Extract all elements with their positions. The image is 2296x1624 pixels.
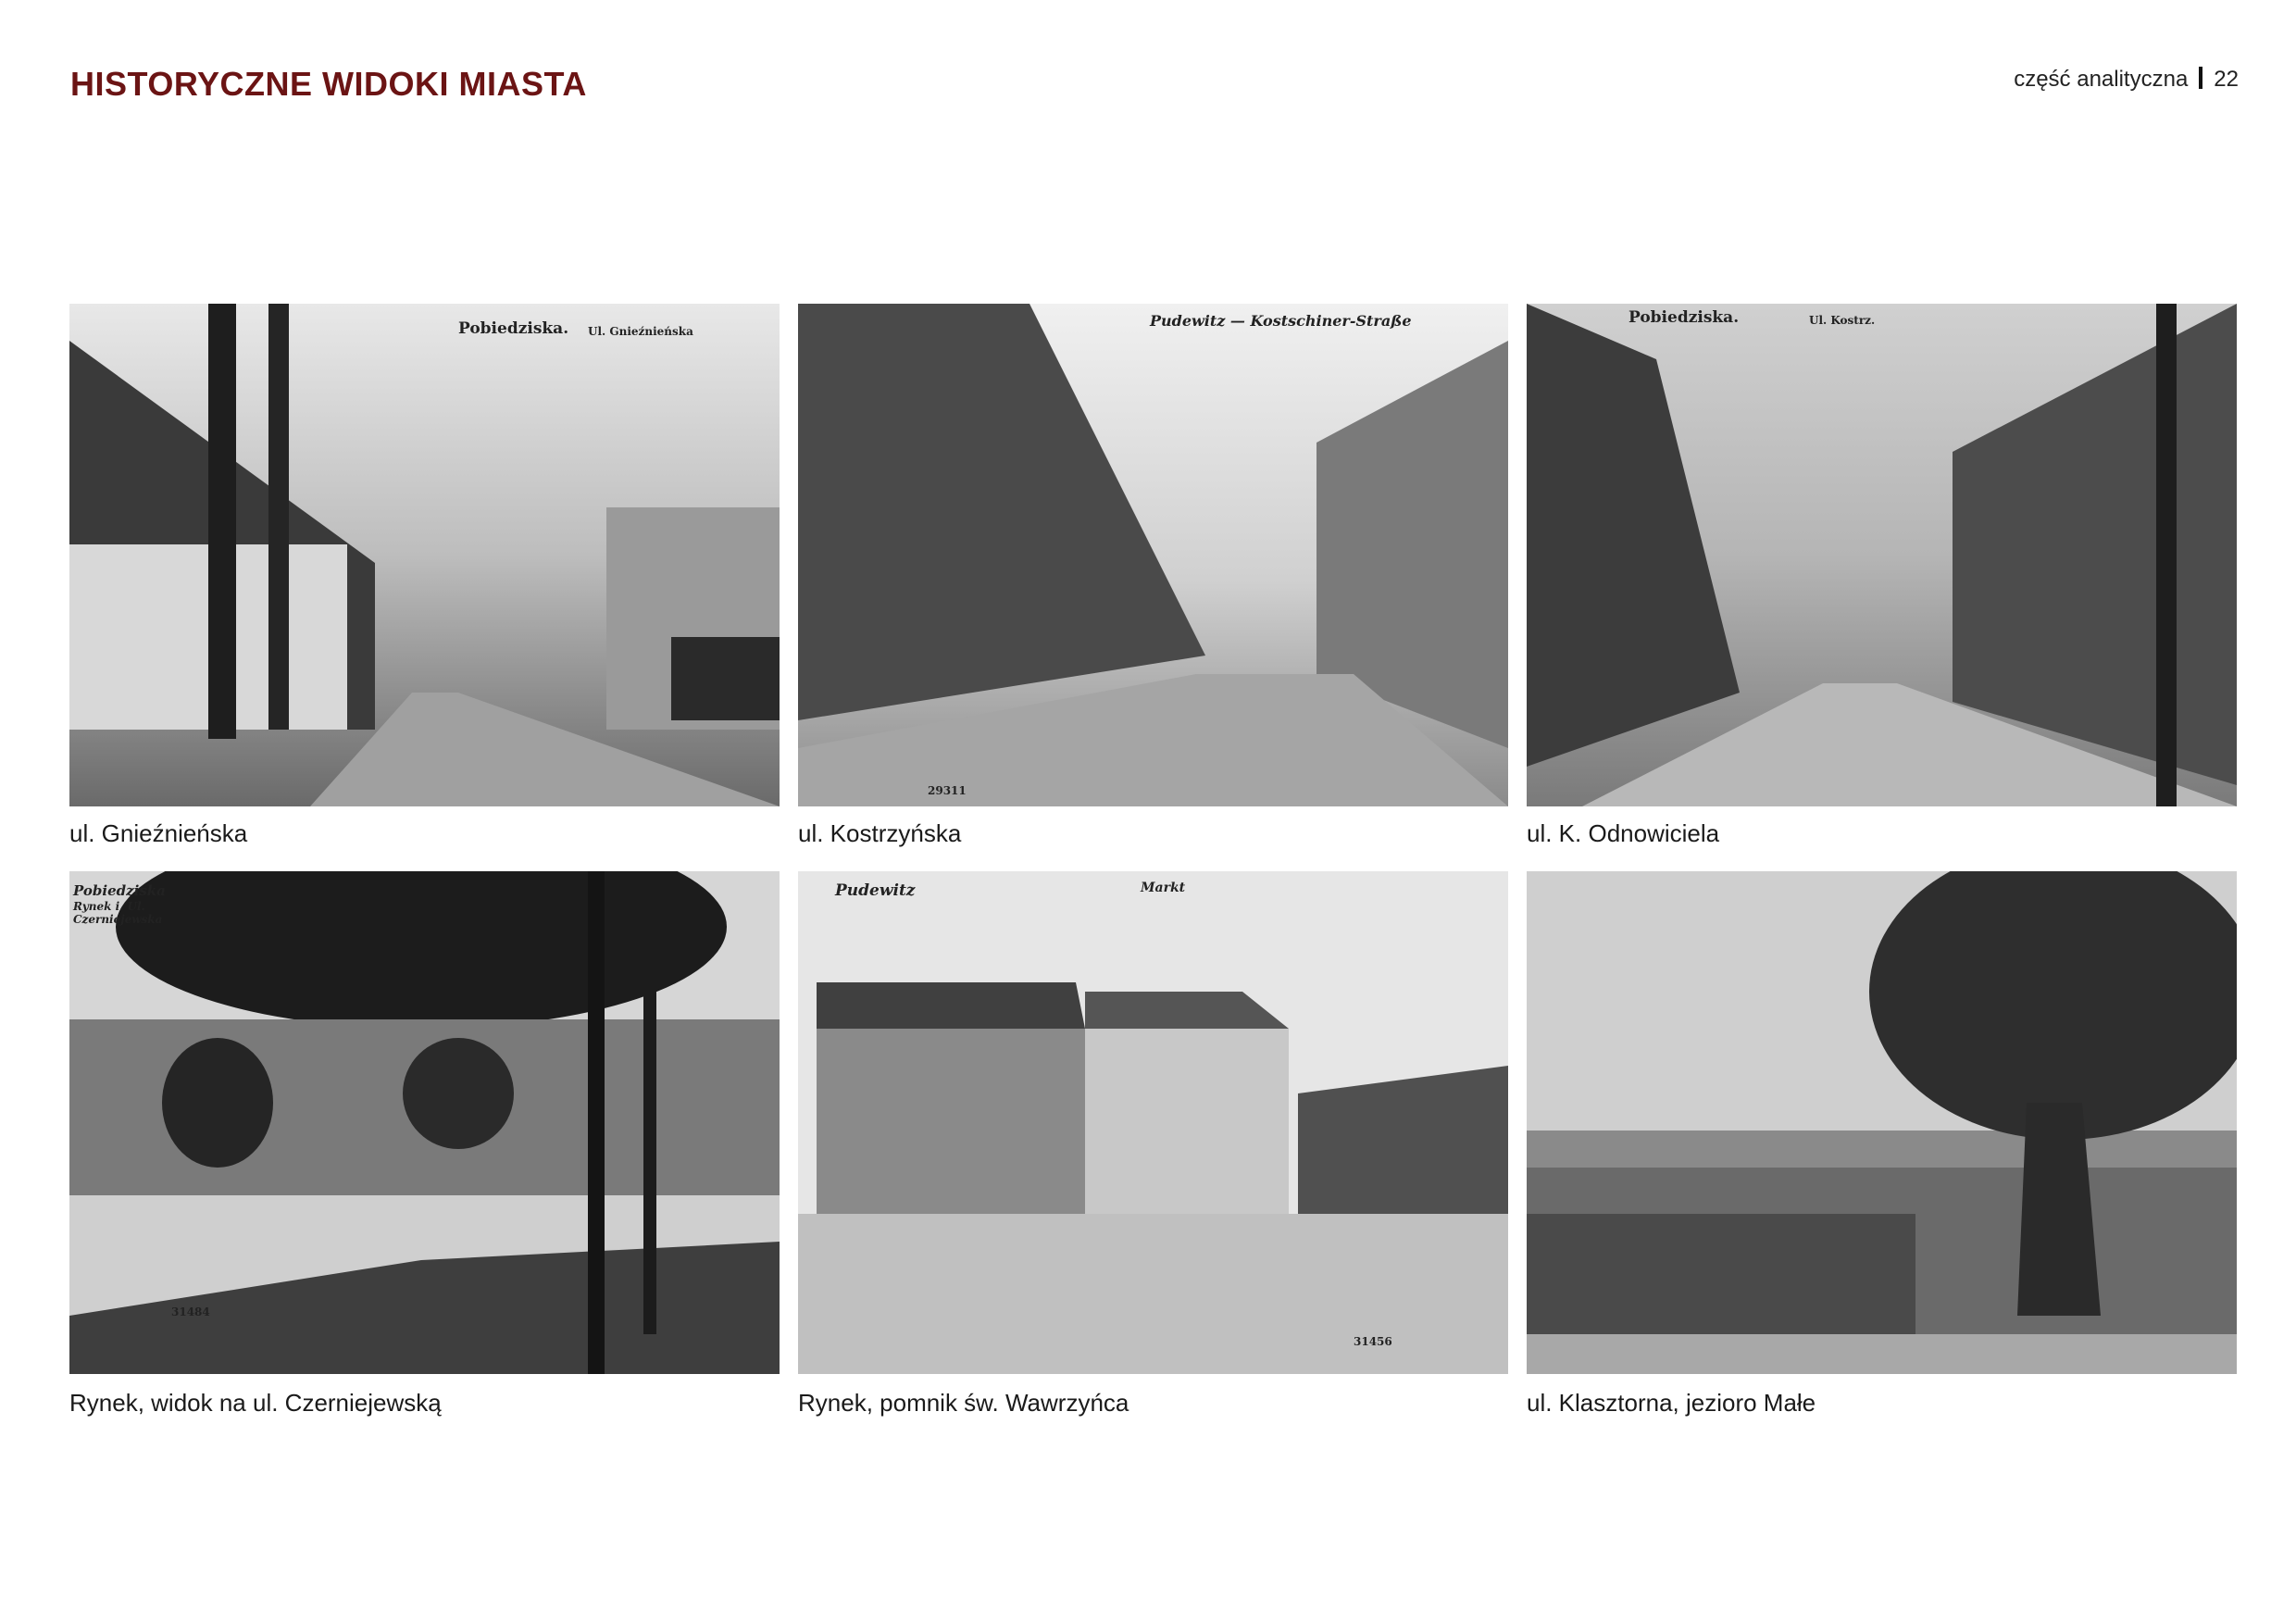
photo-caption: ul. Gnieźnieńska xyxy=(69,819,248,847)
postcard-number: 29311 xyxy=(928,784,967,797)
section-name: część analityczna xyxy=(2014,67,2189,92)
postcard-inscription: Ul. Kostrz. xyxy=(1809,314,1876,327)
section-label xyxy=(2014,67,2239,93)
postcard-inscription: Pudewitz xyxy=(835,881,916,900)
photo-caption: ul. K. Odnowiciela xyxy=(1527,819,1720,847)
divider xyxy=(2199,67,2202,89)
postcard-inscription: Pobiedziska. xyxy=(458,319,569,338)
historic-photo-klasztorna xyxy=(1527,871,2237,1374)
historic-photo-rynek-pomnik xyxy=(798,871,1508,1374)
photo-caption: ul. Kostrzyńska xyxy=(798,819,962,847)
photo-caption: Rynek, pomnik św. Wawrzyńca xyxy=(798,1389,1129,1417)
postcard-inscription: Ul. Gnieźnieńska xyxy=(588,325,693,338)
historic-photo-rynek-czerniejewska xyxy=(69,871,780,1374)
postcard-inscription: Markt xyxy=(1141,881,1186,895)
postcard-inscription: Czerniejewska xyxy=(73,913,163,926)
postcard-inscription: Pobiedziska xyxy=(73,882,166,899)
postcard-number: 31456 xyxy=(1354,1335,1392,1348)
photo-caption: ul. Klasztorna, jezioro Małe xyxy=(1527,1389,1816,1417)
page-number: 22 xyxy=(2214,67,2239,92)
postcard-inscription: Pobiedziska. xyxy=(1628,308,1740,327)
photo-caption: Rynek, widok na ul. Czerniejewską xyxy=(69,1389,442,1417)
postcard-number: 31484 xyxy=(171,1305,210,1318)
historic-photo-kostrzynska xyxy=(798,304,1508,806)
historic-photo-odnowiciela xyxy=(1527,304,2237,806)
historic-photo-gnieznienska xyxy=(69,304,780,806)
page-title: HISTORYCZNE WIDOKI MIASTA xyxy=(70,65,587,103)
postcard-inscription: Pudewitz — Kostschiner-Straße xyxy=(1150,312,1412,330)
postcard-inscription: Rynek i. Ul. xyxy=(73,900,145,913)
